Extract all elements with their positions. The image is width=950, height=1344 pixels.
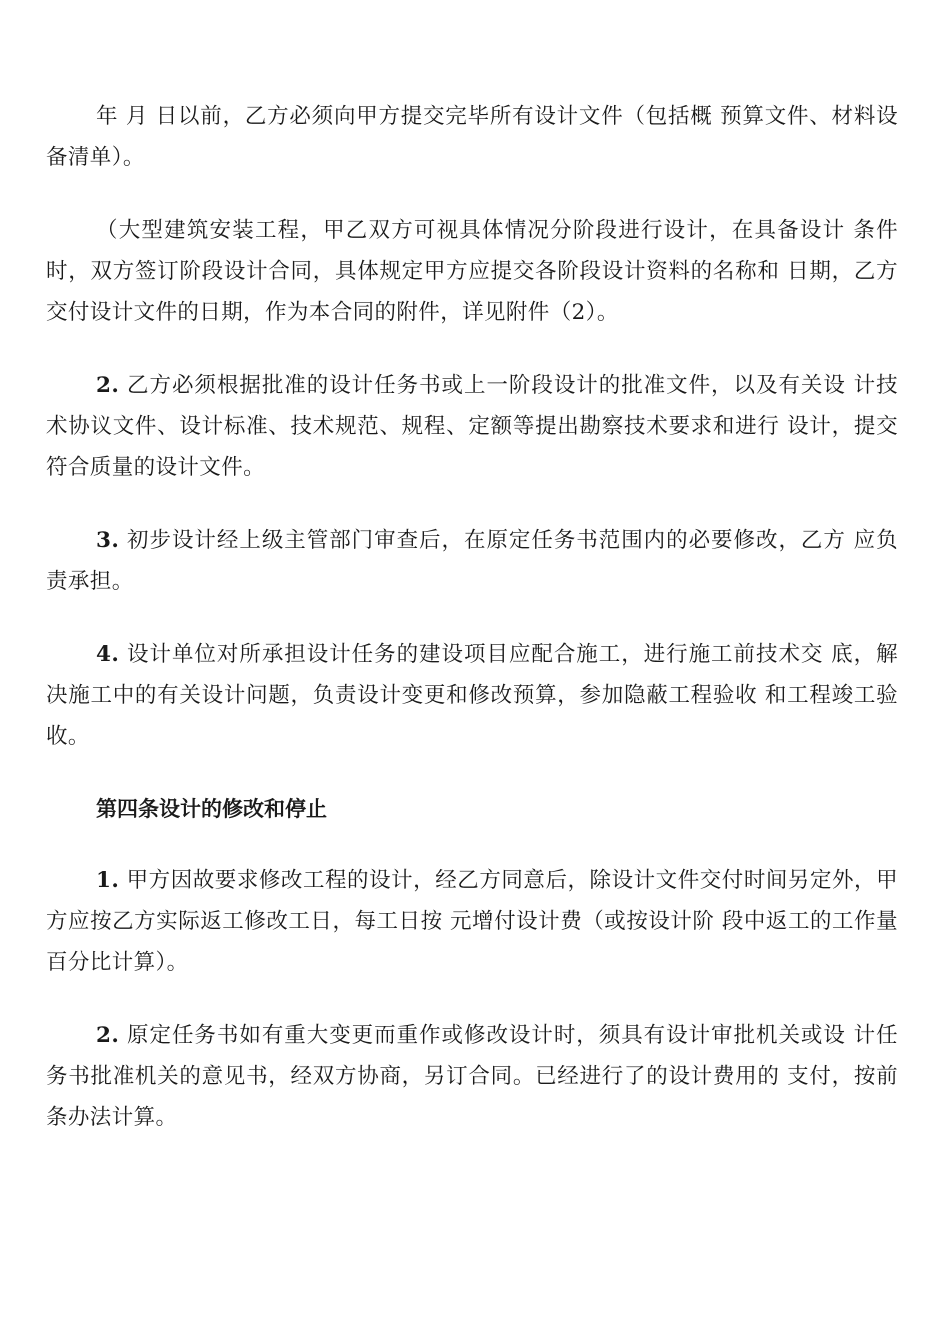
paragraph-text: 乙方必须根据批准的设计任务书或上一阶段设计的批准文件，以及有关设 计技术协议文件、设计标准、技术规范、规程、定额等提出勘察技术要求和进行 设计，提交符合质量的设计文件。 (46, 373, 898, 480)
paragraph-number: 4. (96, 642, 120, 667)
paragraph-number: 2. (96, 373, 120, 398)
paragraph-text: （大型建筑安装工程，甲乙双方可视具体情况分阶段进行设计，在具备设计 条件时，双方签订阶段设计合同，具体规定甲方应提交各阶段设计资料的名称和 日期，乙方交付设计文件的日期，作为本合同的附件，详见附件（2）。 (46, 218, 898, 325)
paragraph-item-3 (46, 520, 898, 602)
paragraph-item-2 (46, 365, 898, 488)
paragraph-text: 甲方因故要求修改工程的设计，经乙方同意后，除设计文件交付时间另定外，甲方应按乙方实际返工修改工日，每工日按 元增付设计费（或按设计阶 段中返工的工作量百分比计算）。 (46, 868, 898, 975)
paragraph-number: 3. (96, 528, 120, 553)
document-page (46, 96, 898, 1170)
paragraph-text: 年 月 日以前，乙方必须向甲方提交完毕所有设计文件（包括概 预算文件、材料设备清单）。 (46, 104, 898, 170)
paragraph-text: 设计单位对所承担设计任务的建设项目应配合施工，进行施工前技术交 底，解决施工中的有关设计问题，负责设计变更和修改预算，参加隐蔽工程验收 和工程竣工验收。 (46, 642, 898, 749)
paragraph-item-4 (46, 634, 898, 757)
paragraph-number: 2. (96, 1023, 120, 1048)
paragraph-deadline (46, 96, 898, 178)
paragraph-large-projects (46, 210, 898, 333)
paragraph-text: 初步设计经上级主管部门审查后，在原定任务书范围内的必要修改，乙方 应负责承担。 (46, 528, 898, 594)
paragraph-number: 1. (96, 868, 120, 893)
section-heading: 第四条设计的修改和停止 (96, 797, 327, 821)
paragraph-text: 原定任务书如有重大变更而重作或修改设计时，须具有设计审批机关或设 计任务书批准机关的意见书，经双方协商，另订合同。已经进行了的设计费用的 支付，按前条办法计算。 (46, 1023, 898, 1130)
paragraph-section-item-2 (46, 1015, 898, 1138)
paragraph-section-item-1 (46, 860, 898, 983)
